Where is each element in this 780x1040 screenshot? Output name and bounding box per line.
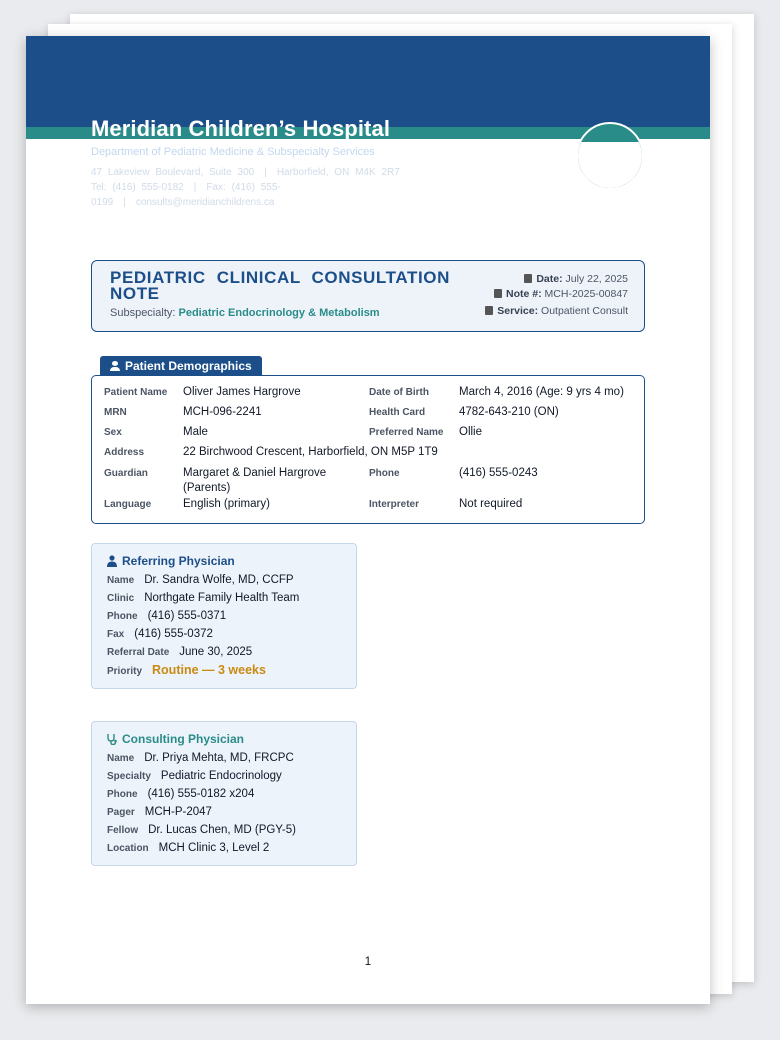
subspecialty-value: Pediatric Endocrinology & Metabolism — [178, 307, 380, 319]
referring-phone-row — [107, 610, 226, 622]
hospital-name: Meridian Children’s Hospital — [91, 116, 391, 141]
referring-name: Dr. Sandra Wolfe, MD, CCFP — [144, 574, 294, 586]
date-value: July 22, 2025 — [565, 273, 628, 285]
consulting-location-row — [107, 842, 269, 854]
preferred-name-label: Preferred Name — [369, 427, 444, 438]
subspecialty-label: Subspecialty: — [110, 307, 176, 319]
note-number-value: MCH-2025-00847 — [544, 288, 628, 300]
referring-physician-heading — [106, 554, 235, 568]
hospital-tel: Tel: (416) 555-0182 — [91, 182, 184, 193]
guardian-value: Margaret & Daniel Hargrove (Parents) — [183, 467, 327, 494]
field-label: Fax — [107, 629, 125, 640]
hospital-building-icon — [485, 306, 493, 315]
field-label: Priority — [107, 666, 143, 677]
mrn-label: MRN — [104, 407, 127, 418]
interpreter-value: Not required — [459, 498, 523, 510]
hospital-city: Harborfield, ON M4K 2R7 — [276, 167, 400, 178]
consulting-fellow-row — [107, 824, 296, 836]
user-icon — [110, 361, 120, 371]
hospital-fax: Fax: (416) 555-0199 — [91, 182, 281, 208]
subspecialty-line — [110, 307, 380, 319]
consulting-phone: (416) 555-0182 x204 — [147, 788, 255, 800]
consulting-physician-card — [91, 721, 357, 866]
sex-label: Sex — [104, 427, 122, 438]
referring-name-row — [107, 574, 294, 586]
interpreter-label: Interpreter — [369, 499, 420, 510]
referral-date-row — [107, 646, 252, 658]
service-value: Outpatient Consult — [541, 305, 628, 317]
priority-value: Routine — 3 weeks — [152, 663, 266, 677]
consulting-name: Dr. Priya Mehta, MD, FRCPC — [144, 752, 294, 764]
field-label: Referral Date — [107, 647, 170, 658]
note-service — [485, 305, 628, 317]
demographics-heading-text: Patient Demographics — [125, 359, 252, 373]
referral-date: June 30, 2025 — [179, 646, 253, 658]
address-value: 22 Birchwood Crescent, Harborfield, ON M5P 1T9 — [183, 446, 438, 458]
note-number-label: Note #: — [506, 288, 542, 300]
department-name: Department of Pediatric Medicine & Subspecialty Services — [91, 146, 375, 158]
consulting-specialty: Pediatric Endocrinology — [160, 770, 282, 782]
dob-value: March 4, 2016 (Age: 9 yrs 4 mo) — [459, 386, 624, 398]
stethoscope-icon — [106, 733, 118, 745]
field-label: Clinic — [107, 593, 135, 604]
language-value: English (primary) — [183, 498, 270, 510]
field-label: Pager — [107, 807, 135, 818]
doctor-icon — [106, 555, 118, 567]
hospital-logo — [576, 122, 644, 190]
address-label: Address — [104, 447, 145, 458]
service-label: Service: — [497, 305, 539, 317]
consulting-physician-heading — [106, 732, 244, 746]
referring-clinic-row — [107, 592, 299, 604]
consulting-fellow: Dr. Lucas Chen, MD (PGY-5) — [148, 824, 296, 836]
referring-phone: (416) 555-0371 — [147, 610, 227, 622]
field-label: Phone — [107, 611, 138, 622]
hospital-address: 47 Lakeview Boulevard, Suite 300 — [91, 167, 255, 178]
field-label: Fellow — [107, 825, 139, 836]
dob-label: Date of Birth — [369, 387, 429, 398]
note-title-box — [91, 260, 645, 332]
priority-row — [107, 663, 266, 677]
consulting-location: MCH Clinic 3, Level 2 — [158, 842, 270, 854]
consulting-pager: MCH-P-2047 — [144, 806, 212, 818]
referring-fax-row — [107, 628, 213, 640]
consulting-heading-text: Consulting Physician — [122, 732, 245, 746]
patient-name-label: Patient Name — [104, 387, 168, 398]
demographics-table — [91, 375, 645, 524]
phone-label: Phone — [369, 468, 400, 479]
consulting-specialty-row — [107, 770, 282, 782]
language-label: Language — [104, 499, 152, 510]
page-title: PEDIATRIC CLINICAL CONSULTATION NOTE — [110, 268, 450, 303]
referring-physician-card — [91, 543, 357, 689]
field-label: Name — [107, 575, 135, 586]
note-number — [494, 288, 628, 300]
field-label: Name — [107, 753, 135, 764]
referring-clinic: Northgate Family Health Team — [144, 592, 300, 604]
health-card-value: 4782-643-210 (ON) — [459, 406, 559, 418]
note-date — [524, 273, 628, 285]
guardian-label: Guardian — [104, 468, 148, 479]
consulting-name-row — [107, 752, 294, 764]
referring-fax: (416) 555-0372 — [134, 628, 213, 640]
field-label: Specialty — [107, 771, 151, 782]
sex-value: Male — [183, 426, 208, 438]
hospital-email: consults@meridianchildrens.ca — [135, 197, 275, 208]
phone-value: (416) 555-0243 — [459, 467, 538, 479]
header-banner — [26, 36, 710, 127]
mrn-value: MCH-096-2241 — [183, 406, 262, 418]
page-number: 1 — [364, 956, 372, 968]
referring-heading-text: Referring Physician — [122, 554, 235, 568]
hospital-contact: 47 Lakeview Boulevard, Suite 300 | Harborfield, ON M4K 2R7 Tel: (416) 555-0182 | Fax: (416) 555-0199 | consults@meridianchildrens.ca — [91, 167, 400, 208]
field-label: Location — [107, 843, 149, 854]
preferred-name-value: Ollie — [459, 426, 483, 438]
field-label: Phone — [107, 789, 138, 800]
demographics-heading — [100, 356, 262, 377]
health-card-label: Health Card — [369, 407, 426, 418]
document-icon — [494, 289, 502, 298]
date-label: Date: — [536, 273, 563, 285]
calendar-icon — [524, 274, 532, 283]
document-page — [26, 36, 710, 1004]
consulting-pager-row — [107, 806, 212, 818]
patient-name: Oliver James Hargrove — [183, 386, 301, 398]
consulting-phone-row — [107, 788, 254, 800]
